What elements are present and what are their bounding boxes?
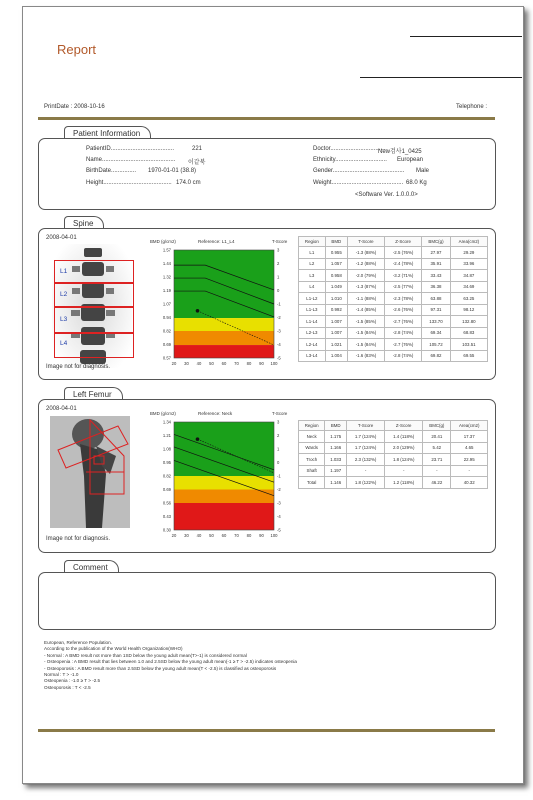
x-tick-label: 30	[184, 533, 189, 538]
table-cell: 1.033	[325, 454, 347, 466]
table-cell: 1.049	[325, 281, 347, 293]
table-cell: 103.51	[450, 339, 487, 351]
table-cell: 97.31	[422, 304, 451, 316]
table-cell: 29.29	[450, 247, 487, 259]
t-tick-label: -3	[277, 500, 281, 506]
t-tick-label: 2	[277, 433, 280, 438]
column-header: Z-Score	[385, 421, 423, 431]
table-cell: -2.5 (77%)	[385, 281, 422, 293]
table-cell: 1.7 (124%)	[347, 442, 385, 454]
t-tick-label: -4	[277, 342, 281, 347]
column-header: Region	[299, 237, 326, 247]
chart-title: Reference: Neck	[198, 411, 233, 416]
table-header-row	[299, 421, 488, 431]
note-line: - Normal : A BMD result not more than 1SD below the young adult mean(T>-1) is considered normal	[44, 652, 247, 658]
note-line: Normal : T > -1.0	[44, 672, 79, 678]
table-cell: L2-L3	[299, 327, 326, 339]
weight-key: Weight	[313, 180, 332, 186]
patient-id-key: PatientID	[86, 146, 111, 152]
table-row	[299, 293, 488, 305]
patient-point	[196, 437, 200, 441]
chart-title: Reference: L1_L4	[198, 239, 235, 244]
birthdate-value: 1970-01-01 (38.8)	[148, 168, 197, 174]
x-tick-label: 20	[171, 533, 177, 538]
ethnicity-label	[313, 157, 387, 163]
table-row	[299, 304, 488, 316]
table-cell: L1-L3	[299, 304, 326, 316]
birthdate-label	[86, 168, 136, 174]
table-cell: L2-L4	[299, 339, 326, 351]
chart-band-osteoporosis-upper	[174, 490, 274, 504]
comment-tab: Comment	[64, 560, 119, 573]
patient-name-key: Name	[86, 157, 103, 163]
x-tick-label: 100	[270, 533, 278, 538]
y-tick-label: 0.69	[162, 342, 171, 347]
table-cell: L4	[299, 281, 326, 293]
table-cell: 0.955	[325, 247, 347, 259]
table-cell: 1.2 (118%)	[385, 477, 423, 489]
doctor-label	[313, 146, 387, 152]
table-cell: Wards	[299, 442, 325, 454]
t-tick-label: 0	[277, 288, 280, 293]
t-tick-label: 1	[277, 274, 280, 280]
t-tick-label: -2	[277, 315, 281, 320]
y-tick-label: 0.43	[162, 514, 171, 519]
table-cell: 1.8 (124%)	[385, 454, 423, 466]
table-cell: -1.4 (85%)	[347, 304, 384, 316]
table-cell: 0.992	[325, 304, 347, 316]
table-row	[299, 247, 488, 259]
leader-dots: ...........................................	[332, 168, 405, 174]
x-tick-label: 50	[209, 361, 214, 366]
table-cell: 63.25	[450, 293, 487, 305]
leader-dots: .........................................	[103, 180, 172, 186]
note-line: According to the publication of the World Health Organization(WHO)	[44, 646, 183, 652]
table-cell: Shaft	[299, 465, 325, 477]
table-cell: 4.65	[451, 442, 488, 454]
roi-label-l4: L4	[60, 340, 68, 347]
doctor-value: New검사1_0425	[378, 149, 422, 155]
column-header: T-Score	[347, 421, 385, 431]
table-cell: L1	[299, 247, 326, 259]
table-cell: L3	[299, 270, 326, 282]
spine-disclaimer: Image not for diagnosis.	[46, 364, 111, 370]
x-tick-label: 40	[196, 533, 202, 538]
table-cell: 1.197	[325, 465, 347, 477]
print-date: PrintDate : 2008-10-16	[44, 104, 105, 110]
chart-band-normal	[174, 422, 274, 476]
leader-dots: ...............................	[335, 157, 387, 163]
table-cell: 23.71	[423, 454, 451, 466]
t-tick-label: -4	[277, 514, 281, 519]
table-cell: -3.2 (71%)	[385, 270, 422, 282]
note-line: - Osteoporosis : A BMD result more than 2.5SD below the young adult mean(T < -2.5) is classified as osteoporosis	[44, 665, 277, 671]
x-tick-label: 90	[259, 533, 264, 538]
table-cell: -2.7 (76%)	[385, 339, 422, 351]
column-header: BMD	[325, 421, 347, 431]
table-cell: 1.146	[325, 477, 347, 489]
chart-band-osteoporosis	[174, 345, 274, 358]
table-row	[299, 327, 488, 339]
x-tick-label: 90	[259, 361, 264, 366]
header-rule-1	[410, 36, 522, 37]
x-tick-label: 60	[221, 533, 227, 538]
table-row	[299, 454, 488, 466]
y-tick-label: 0.57	[162, 355, 171, 361]
table-row	[299, 465, 488, 477]
gender-label	[313, 168, 404, 174]
column-header: BMC(g)	[422, 237, 451, 247]
y-tick-label: 1.32	[162, 274, 171, 280]
table-cell: 1.057	[325, 258, 347, 270]
spine-bmd-chart	[148, 236, 294, 372]
header-gold-rule	[38, 117, 495, 120]
table-cell: 34.69	[450, 281, 487, 293]
table-cell: -1.3 (87%)	[347, 281, 384, 293]
table-cell: L1-L2	[299, 293, 326, 305]
table-cell: 69.55	[450, 350, 487, 362]
table-cell: 1.7 (124%)	[347, 431, 385, 443]
table-cell: -1.5 (84%)	[347, 327, 384, 339]
table-row	[299, 281, 488, 293]
table-row	[299, 442, 488, 454]
ethnicity-key: Ethnicity	[313, 157, 336, 163]
t-tick-label: 1	[277, 446, 280, 452]
table-cell: 1.007	[325, 316, 347, 328]
table-cell: -1.5 (85%)	[347, 316, 384, 328]
weight-value: 68.0 Kg	[406, 180, 427, 186]
patient-name-value: 이같북	[188, 160, 206, 166]
t-tick-label: 3	[277, 247, 280, 253]
table-cell: 0.958	[325, 270, 347, 282]
y-tick-label: 0.82	[162, 473, 171, 479]
table-cell: -1.6 (83%)	[347, 350, 384, 362]
height-value: 174.0 cm	[176, 180, 201, 186]
comment-box[interactable]	[38, 572, 496, 630]
table-cell: L3-L4	[299, 350, 326, 362]
table-cell: 35.91	[422, 258, 451, 270]
table-cell: -	[423, 465, 451, 477]
table-cell: -2.4 (78%)	[385, 258, 422, 270]
y-tick-label: 1.07	[162, 301, 171, 307]
x-tick-label: 70	[234, 533, 239, 538]
column-header: Area(cm2)	[450, 237, 487, 247]
femur-tab: Left Femur	[64, 387, 123, 400]
roi-label-l2: L2	[60, 291, 68, 298]
note-line: Osteopenia : -1.0 ≥ T > -2.5	[44, 678, 101, 684]
table-cell: Total	[299, 477, 325, 489]
telephone-label: Telephone :	[456, 104, 488, 110]
table-cell: 20.41	[423, 431, 451, 443]
table-cell: Neck	[299, 431, 325, 443]
table-cell: -1.2 (88%)	[347, 258, 384, 270]
leader-dots: ...............	[111, 168, 137, 174]
y-tick-label: 1.08	[162, 446, 171, 452]
table-cell: 27.97	[422, 247, 451, 259]
table-cell: L2	[299, 258, 326, 270]
patient-id-label	[86, 146, 174, 152]
table-cell: -	[385, 465, 423, 477]
table-cell: -2.5 (76%)	[385, 247, 422, 259]
table-cell: 40.32	[451, 477, 488, 489]
software-version: <Software Ver. 1.0.0.0>	[355, 192, 418, 198]
table-cell: 17.37	[451, 431, 488, 443]
chart-band-osteoporosis	[174, 503, 274, 530]
patient-info-tab: Patient Information	[64, 126, 151, 139]
y-tick-label: 1.19	[162, 288, 171, 293]
table-cell: 22.95	[451, 454, 488, 466]
y-tick-label: 0.69	[162, 487, 171, 492]
table-cell: 5.42	[423, 442, 451, 454]
t-tick-label: -5	[277, 355, 281, 361]
table-cell: 33.43	[422, 270, 451, 282]
column-header: BMC(g)	[423, 421, 451, 431]
chart-band-osteopenia	[174, 318, 274, 331]
x-tick-label: 30	[184, 361, 189, 366]
gender-value: Male	[416, 168, 430, 174]
table-cell: 1.175	[325, 431, 347, 443]
table-cell: -1.5 (84%)	[347, 339, 384, 351]
chart-band-osteoporosis-upper	[174, 331, 274, 345]
y-tick-label: 1.21	[162, 433, 171, 438]
t-tick-label: -1	[277, 473, 281, 479]
table-cell: 2.3 (132%)	[347, 454, 385, 466]
leader-dots: ......................................	[110, 146, 175, 152]
x-tick-label: 50	[209, 533, 214, 538]
column-header: Z-Score	[385, 237, 422, 247]
table-cell: 133.70	[422, 316, 451, 328]
note-line: Osteoporosis : T < -2.5	[44, 684, 91, 690]
gender-key: Gender	[313, 168, 333, 174]
table-cell: -	[451, 465, 488, 477]
footer-gold-rule	[38, 729, 495, 732]
height-label	[86, 180, 172, 186]
leader-dots: ..................................	[330, 146, 388, 152]
table-cell: 69.82	[422, 350, 451, 362]
table-cell: Troch	[299, 454, 325, 466]
table-cell: -1.3 (88%)	[347, 247, 384, 259]
t-tick-label: -5	[277, 527, 281, 533]
chart-band-normal	[174, 250, 274, 318]
table-cell: -	[347, 465, 385, 477]
table-cell: 98.12	[450, 304, 487, 316]
table-header-row	[299, 237, 488, 247]
roi-label-l3: L3	[60, 316, 68, 323]
table-cell: -2.8 (74%)	[385, 327, 422, 339]
report-title: Report	[57, 42, 97, 57]
spine-tab: Spine	[64, 216, 104, 229]
femur-results-table	[298, 420, 488, 489]
table-cell: 1.8 (122%)	[347, 477, 385, 489]
height-key: Height	[86, 180, 104, 186]
table-row	[299, 477, 488, 489]
chart-ylabel: BMD (g/cm2)	[150, 239, 176, 244]
table-cell: 33.96	[450, 258, 487, 270]
table-cell: 1.004	[325, 350, 347, 362]
leader-dots: ...........................................	[331, 180, 404, 186]
patient-id-value: 221	[192, 146, 203, 152]
table-cell: -2.8 (74%)	[385, 350, 422, 362]
table-row	[299, 350, 488, 362]
femur-date: 2008-04-01	[46, 406, 77, 412]
chart-ylabel: BMD (g/cm2)	[150, 411, 176, 416]
x-tick-label: 60	[221, 361, 227, 366]
weight-label	[313, 180, 403, 186]
femur-disclaimer: Image not for diagnosis.	[46, 536, 111, 542]
table-cell: 132.80	[450, 316, 487, 328]
table-cell: -2.6 (76%)	[385, 304, 422, 316]
x-tick-label: 20	[171, 361, 177, 366]
leader-dots: ............................................	[102, 157, 176, 163]
table-cell: 2.0 (129%)	[385, 442, 423, 454]
table-cell: 68.83	[450, 327, 487, 339]
y-tick-label: 0.95	[162, 460, 171, 465]
femur-bmd-chart	[148, 408, 294, 544]
table-cell: -2.0 (79%)	[347, 270, 384, 282]
table-cell: -2.3 (78%)	[385, 293, 422, 305]
y-tick-label: 0.56	[162, 500, 171, 506]
spine-date: 2008-04-01	[46, 235, 77, 241]
table-cell: 1.010	[325, 293, 347, 305]
column-header: BMD	[325, 237, 347, 247]
note-line: - Osteopenia : A BMD result that lies between 1.0 and 2.5SD below the young adult mean(-1 ≥ T > -2.5) indicates osteopenia	[44, 659, 297, 665]
header-rule-2	[360, 77, 522, 78]
spine-results-table	[298, 236, 488, 362]
table-cell: 69.34	[422, 327, 451, 339]
table-row	[299, 339, 488, 351]
t-tick-label: 2	[277, 261, 280, 266]
y-tick-label: 0.94	[162, 315, 171, 320]
column-header: Region	[299, 421, 325, 431]
x-tick-label: 80	[246, 361, 252, 366]
table-cell: 1.021	[325, 339, 347, 351]
table-cell: 36.38	[422, 281, 451, 293]
table-cell: 63.88	[422, 293, 451, 305]
t-tick-label: 0	[277, 460, 280, 465]
chart-tscore-label: T-Score	[272, 239, 288, 244]
y-tick-label: 0.82	[162, 328, 171, 334]
reference-notes	[44, 640, 297, 691]
table-row	[299, 431, 488, 443]
y-tick-label: 1.57	[162, 247, 171, 253]
y-tick-label: 1.44	[162, 261, 171, 266]
table-cell: -1.1 (88%)	[347, 293, 384, 305]
x-tick-label: 100	[270, 361, 278, 366]
table-cell: 34.87	[450, 270, 487, 282]
table-row	[299, 258, 488, 270]
table-cell: 1.166	[325, 442, 347, 454]
roi-label-l1: L1	[60, 268, 68, 275]
patient-name-label	[86, 157, 175, 163]
table-cell: L1-L4	[299, 316, 326, 328]
x-tick-label: 80	[246, 533, 252, 538]
note-line: European, Reference Population.	[44, 640, 112, 645]
femur-scan-image	[50, 416, 130, 528]
birthdate-key: BirthDate	[86, 168, 112, 174]
table-cell: 1.007	[325, 327, 347, 339]
x-tick-label: 70	[234, 361, 239, 366]
patient-point	[196, 309, 200, 313]
femur-xray	[50, 416, 130, 528]
table-cell: 1.4 (118%)	[385, 431, 423, 443]
y-tick-label: 0.30	[162, 527, 171, 533]
table-cell: 46.22	[423, 477, 451, 489]
t-tick-label: -1	[277, 301, 281, 307]
t-tick-label: -2	[277, 487, 281, 492]
table-cell: 105.72	[422, 339, 451, 351]
column-header: T-Score	[347, 237, 384, 247]
chart-tscore-label: T-Score	[272, 411, 288, 416]
doctor-key: Doctor	[313, 146, 331, 152]
y-tick-label: 1.34	[162, 419, 171, 425]
ethnicity-value: European	[397, 157, 424, 163]
column-header: Area(cm2)	[451, 421, 488, 431]
table-cell: -2.7 (76%)	[385, 316, 422, 328]
x-tick-label: 40	[196, 361, 202, 366]
table-row	[299, 270, 488, 282]
table-row	[299, 316, 488, 328]
t-tick-label: 3	[277, 419, 280, 425]
t-tick-label: -3	[277, 328, 281, 334]
